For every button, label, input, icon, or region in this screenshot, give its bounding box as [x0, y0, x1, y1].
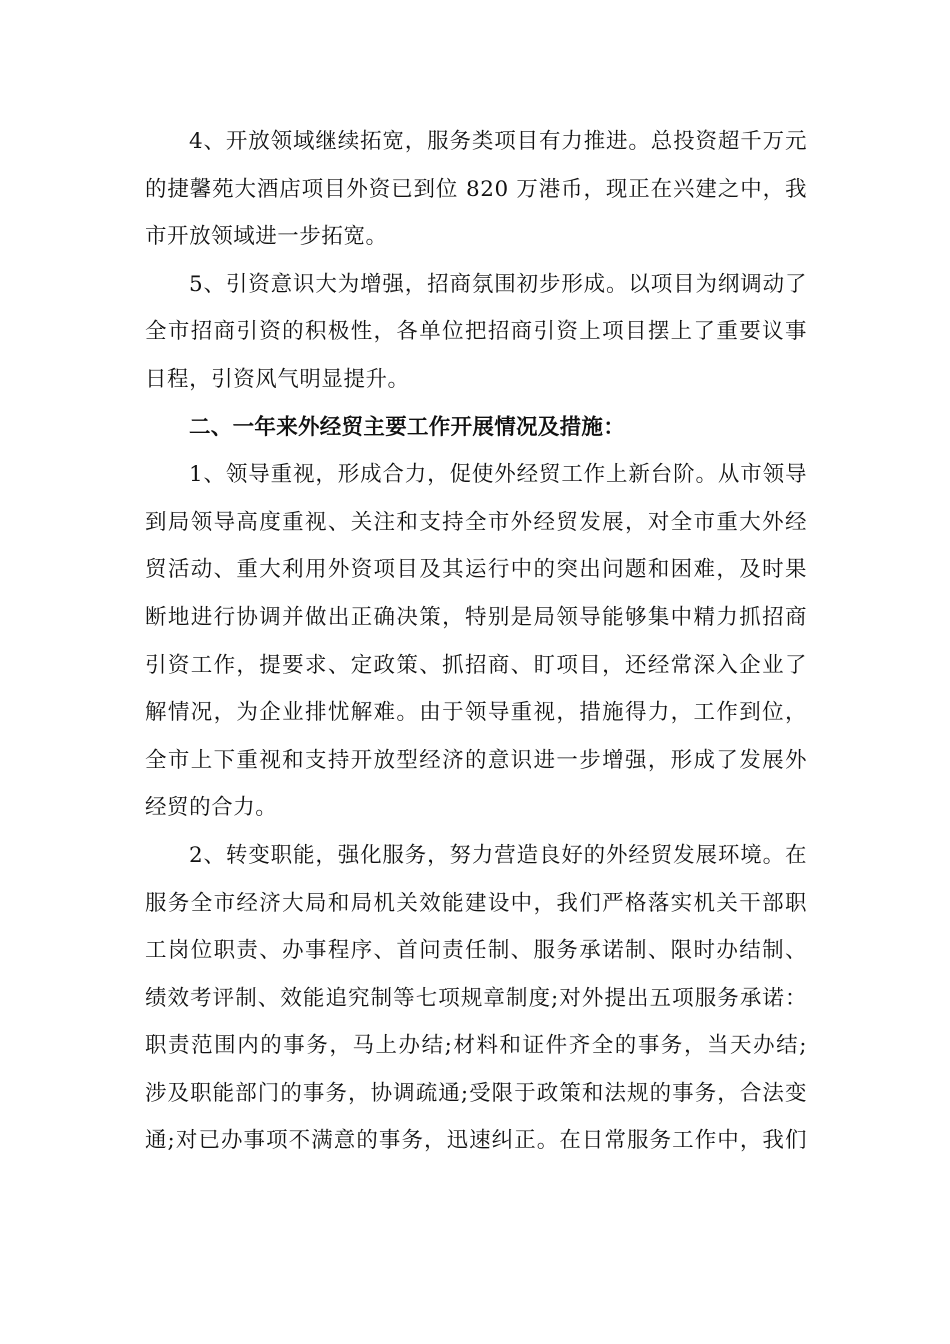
- text-line: 贸活动、重大利用外资项目及其运行中的突出问题和困难，及时果: [145, 557, 807, 583]
- text-line: 引资工作，提要求、定政策、抓招商、盯项目，还经常深入企业了: [145, 652, 807, 678]
- text-line: 2、转变职能，强化服务，努力营造良好的外经贸发展环境。在: [189, 842, 807, 868]
- text-line: 全市招商引资的积极性，各单位把招商引资上项目摆上了重要议事: [145, 319, 807, 345]
- document-body: [145, 124, 807, 1171]
- text-line: 经贸的合力。: [145, 795, 278, 821]
- paragraph-item-5: [145, 267, 807, 410]
- text-line: 解情况，为企业排忧解难。由于领导重视，措施得力，工作到位，: [145, 700, 807, 726]
- text-line: 4、开放领域继续拓宽，服务类项目有力推进。总投资超千万元: [189, 129, 807, 154]
- text-line: 日程，引资风气明显提升。: [145, 366, 410, 392]
- text-line: 1、领导重视，形成合力，促使外经贸工作上新台阶。从市领导: [189, 462, 807, 488]
- text-line: 通;对已办事项不满意的事务，迅速纠正。在日常服务工作中，我们: [145, 1128, 807, 1154]
- heading-text: 二、一年来外经贸主要工作开展情况及措施：: [189, 414, 626, 440]
- paragraph-item-4: [145, 124, 807, 267]
- text-line: 全市上下重视和支持开放型经济的意识进一步增强，形成了发展外: [145, 747, 807, 773]
- paragraph-service: [145, 838, 807, 1171]
- paragraph-leadership: [145, 457, 807, 838]
- text-line: 5、引资意识大为增强，招商氛围初步形成。以项目为纲调动了: [189, 271, 807, 297]
- text-line: 职责范围内的事务，马上办结;材料和证件齐全的事务，当天办结;: [145, 1033, 807, 1059]
- text-line: 绩效考评制、效能追究制等七项规章制度;对外提出五项服务承诺：: [145, 985, 807, 1011]
- section-heading: [145, 410, 807, 458]
- text-line: 到局领导高度重视、关注和支持全市外经贸发展，对全市重大外经: [145, 509, 807, 535]
- text-line: 工岗位职责、办事程序、首问责任制、服务承诺制、限时办结制、: [145, 938, 807, 964]
- text-line: 服务全市经济大局和局机关效能建设中，我们严格落实机关干部职: [145, 890, 807, 916]
- text-line: 断地进行协调并做出正确决策，特别是局领导能够集中精力抓招商: [145, 604, 807, 630]
- text-line: 的捷馨苑大酒店项目外资已到位 820 万港币，现正在兴建之中，我: [145, 176, 807, 202]
- text-line: 市开放领域进一步拓宽。: [145, 224, 388, 250]
- text-line: 涉及职能部门的事务，协调疏通;受限于政策和法规的事务，合法变: [145, 1080, 807, 1106]
